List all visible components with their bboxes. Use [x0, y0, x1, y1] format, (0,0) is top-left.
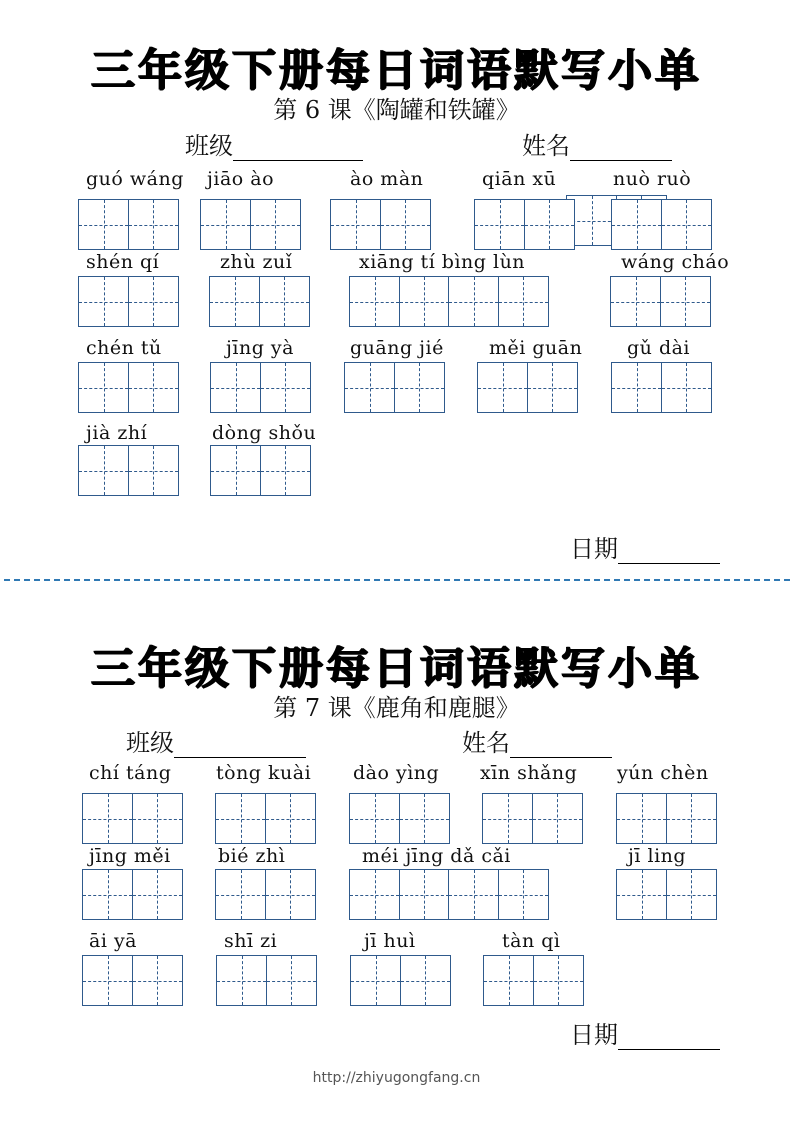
tian-cell[interactable]	[349, 793, 400, 844]
tian-cell[interactable]	[666, 869, 717, 920]
tian-cell[interactable]	[399, 276, 450, 327]
writing-grid[interactable]	[209, 276, 308, 327]
tian-cell[interactable]	[330, 199, 381, 250]
writing-grid[interactable]	[482, 793, 581, 844]
tian-cell[interactable]	[82, 869, 133, 920]
pinyin-label: ào màn	[350, 168, 424, 190]
tian-cell[interactable]	[482, 793, 533, 844]
tian-cell[interactable]	[215, 793, 266, 844]
writing-grid[interactable]	[330, 199, 429, 250]
tian-cell[interactable]	[661, 199, 712, 250]
date-blank-line[interactable]	[618, 1027, 720, 1050]
pinyin-label: chí táng	[89, 762, 172, 784]
tian-cell[interactable]	[498, 869, 549, 920]
writing-grid[interactable]	[349, 869, 547, 920]
tian-cell[interactable]	[265, 793, 316, 844]
sheet2-lesson-title: 第 7 课《鹿角和鹿腿》	[273, 694, 520, 722]
pinyin-label: jīng yà	[226, 337, 294, 359]
writing-grid[interactable]	[210, 445, 309, 496]
pinyin-label: gǔ dài	[627, 337, 691, 359]
tian-cell[interactable]	[611, 199, 662, 250]
writing-grid[interactable]	[82, 793, 181, 844]
tian-cell[interactable]	[394, 362, 445, 413]
tian-cell[interactable]	[380, 199, 431, 250]
sheet1-name-field	[522, 126, 672, 161]
pinyin-label: měi guān	[489, 337, 583, 359]
tian-cell[interactable]	[474, 199, 525, 250]
tian-cell[interactable]	[210, 362, 261, 413]
sheet2-title: 三年级下册每日词语默写小单	[91, 643, 702, 694]
tian-cell[interactable]	[128, 199, 179, 250]
pinyin-label: shén qí	[86, 251, 160, 273]
tian-cell[interactable]	[250, 199, 301, 250]
pinyin-label: nuò ruò	[613, 168, 692, 190]
writing-grid[interactable]	[483, 955, 582, 1006]
tian-cell[interactable]	[616, 793, 667, 844]
writing-grid[interactable]	[78, 445, 177, 496]
tian-cell[interactable]	[128, 276, 179, 327]
tian-cell[interactable]	[132, 955, 183, 1006]
tian-cell[interactable]	[611, 362, 662, 413]
tian-cell[interactable]	[399, 793, 450, 844]
tian-cell[interactable]	[350, 955, 401, 1006]
tian-cell[interactable]	[209, 276, 260, 327]
tian-cell[interactable]	[448, 869, 499, 920]
sheet1-class-field	[185, 126, 363, 161]
tian-cell[interactable]	[660, 276, 711, 327]
pinyin-label: xīn shǎng	[480, 762, 578, 784]
pinyin-label: jià zhí	[86, 422, 148, 444]
writing-grid[interactable]	[82, 869, 181, 920]
pinyin-label: zhù zuǐ	[220, 251, 293, 273]
tian-cell[interactable]	[216, 955, 267, 1006]
writing-grid[interactable]	[82, 955, 181, 1006]
writing-grid[interactable]	[344, 362, 443, 413]
tian-cell[interactable]	[78, 276, 129, 327]
pinyin-label: chén tǔ	[86, 337, 162, 359]
writing-grid[interactable]	[474, 199, 573, 250]
date-label: 日期	[570, 535, 618, 563]
pinyin-label: méi jīng dǎ cǎi	[362, 845, 511, 867]
pinyin-label: tòng kuài	[216, 762, 312, 784]
tian-cell[interactable]	[349, 276, 400, 327]
tian-cell[interactable]	[78, 362, 129, 413]
class-label: 班级	[185, 132, 233, 160]
tian-cell[interactable]	[260, 362, 311, 413]
tian-cell[interactable]	[210, 445, 261, 496]
pinyin-label: guó wáng	[86, 168, 184, 190]
writing-grid[interactable]	[349, 276, 547, 327]
date-label: 日期	[570, 1021, 618, 1049]
writing-grid[interactable]	[200, 199, 299, 250]
footer-url[interactable]: http://zhiyugongfang.cn	[312, 1070, 481, 1086]
tian-cell[interactable]	[132, 793, 183, 844]
pinyin-label: yún chèn	[617, 762, 709, 784]
sheet2-name-field	[462, 723, 612, 758]
pinyin-label: jiāo ào	[207, 168, 275, 190]
writing-grid[interactable]	[78, 276, 177, 327]
pinyin-label: āi yā	[89, 930, 138, 952]
tian-cell[interactable]	[533, 955, 584, 1006]
cut-line-divider	[4, 579, 790, 581]
writing-grid[interactable]	[610, 276, 709, 327]
tian-cell[interactable]	[477, 362, 528, 413]
tian-cell[interactable]	[200, 199, 251, 250]
name-label: 姓名	[522, 132, 570, 160]
tian-cell[interactable]	[399, 869, 450, 920]
tian-cell[interactable]	[344, 362, 395, 413]
pinyin-label: jī huì	[364, 930, 416, 952]
writing-grid[interactable]	[215, 869, 314, 920]
writing-grid[interactable]	[616, 869, 715, 920]
date-blank-line[interactable]	[618, 541, 720, 564]
pinyin-label: guāng jié	[350, 337, 444, 359]
pinyin-label: dào yìng	[353, 762, 440, 784]
tian-cell[interactable]	[661, 362, 712, 413]
pinyin-label: shī zi	[224, 930, 278, 952]
name-label: 姓名	[462, 729, 510, 757]
writing-grid[interactable]	[78, 362, 177, 413]
tian-cell[interactable]	[666, 793, 717, 844]
pinyin-label: dòng shǒu	[212, 422, 317, 444]
tian-cell[interactable]	[616, 869, 667, 920]
tian-cell[interactable]	[400, 955, 451, 1006]
tian-cell[interactable]	[128, 362, 179, 413]
sheet1-title: 三年级下册每日词语默写小单	[91, 45, 702, 96]
class-label: 班级	[126, 729, 174, 757]
tian-cell[interactable]	[532, 793, 583, 844]
pinyin-label: bié zhì	[218, 845, 286, 867]
writing-grid[interactable]	[616, 793, 715, 844]
pinyin-label: tàn qì	[502, 930, 561, 952]
pinyin-label: jī ling	[628, 845, 687, 867]
writing-grid[interactable]	[611, 362, 710, 413]
sheet1-date-field	[570, 529, 720, 564]
tian-cell[interactable]	[266, 955, 317, 1006]
pinyin-label: wáng cháo	[621, 251, 730, 273]
class-blank-line[interactable]	[174, 735, 306, 758]
tian-cell[interactable]	[527, 362, 578, 413]
tian-cell[interactable]	[215, 869, 266, 920]
writing-grid[interactable]	[349, 793, 448, 844]
tian-cell[interactable]	[265, 869, 316, 920]
tian-cell[interactable]	[132, 869, 183, 920]
tian-cell[interactable]	[82, 955, 133, 1006]
sheet1-lesson-title: 第 6 课《陶罐和铁罐》	[273, 96, 520, 124]
tian-cell[interactable]	[78, 199, 129, 250]
tian-cell[interactable]	[128, 445, 179, 496]
pinyin-label: xiāng tí bìng lùn	[359, 251, 526, 273]
tian-cell[interactable]	[259, 276, 310, 327]
tian-cell[interactable]	[448, 276, 499, 327]
pinyin-label: qiān xū	[482, 168, 557, 190]
writing-grid[interactable]	[216, 955, 315, 1006]
sheet2-class-field	[126, 723, 306, 758]
tian-cell[interactable]	[82, 793, 133, 844]
tian-cell[interactable]	[610, 276, 661, 327]
writing-grid[interactable]	[477, 362, 576, 413]
tian-cell[interactable]	[483, 955, 534, 1006]
tian-cell[interactable]	[524, 199, 575, 250]
name-blank-line[interactable]	[510, 735, 612, 758]
writing-grid[interactable]	[611, 199, 710, 250]
sheet2-date-field	[570, 1015, 720, 1050]
writing-grid[interactable]	[215, 793, 314, 844]
class-blank-line[interactable]	[233, 138, 363, 161]
writing-grid[interactable]	[350, 955, 449, 1006]
name-blank-line[interactable]	[570, 138, 672, 161]
pinyin-label: jīng měi	[89, 845, 171, 867]
tian-cell[interactable]	[498, 276, 549, 327]
tian-cell[interactable]	[349, 869, 400, 920]
writing-grid[interactable]	[78, 199, 177, 250]
tian-cell[interactable]	[78, 445, 129, 496]
tian-cell[interactable]	[260, 445, 311, 496]
writing-grid[interactable]	[210, 362, 309, 413]
